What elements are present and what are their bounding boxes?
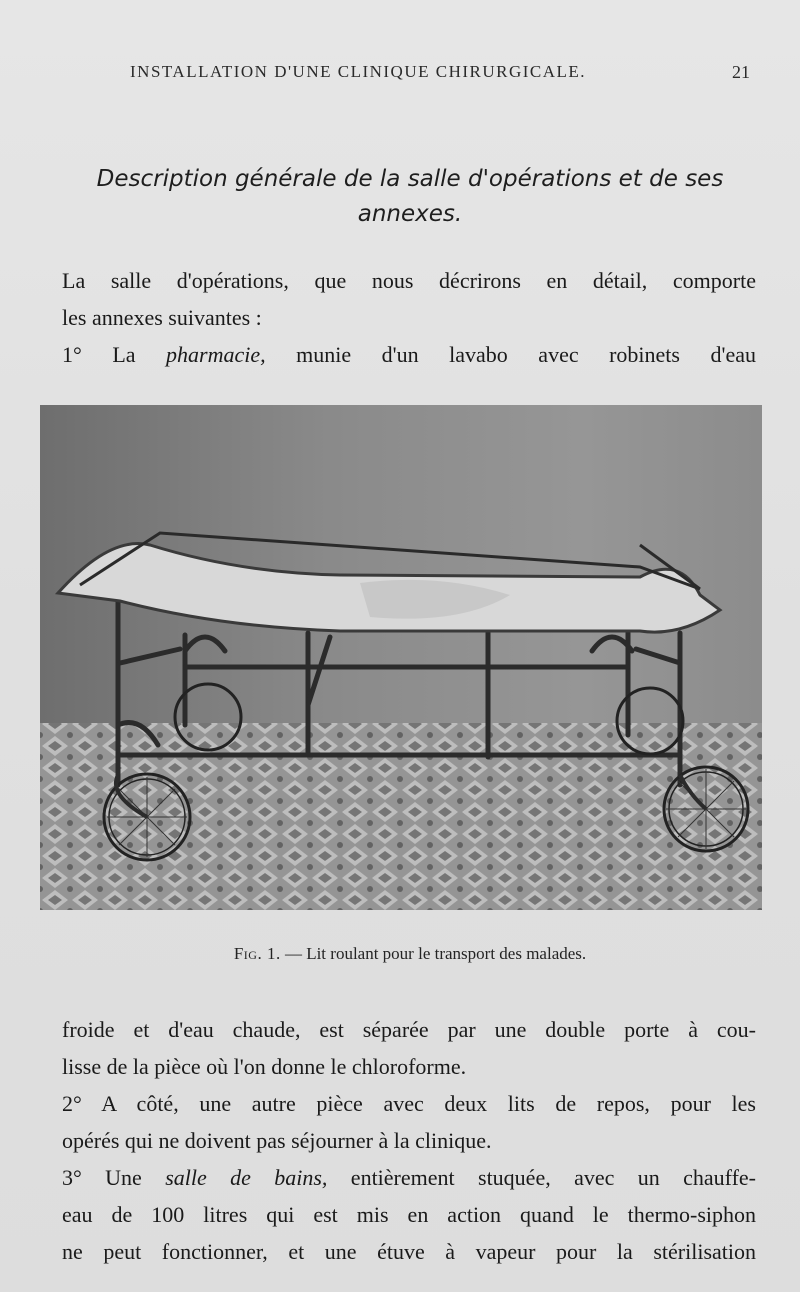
body-line-3: 2° A côté, une autre pièce avec deux lits de repos, pour les [62,1091,756,1116]
body-line-5-rest: entièrement stuquée, avec un chauffe- [327,1165,756,1190]
section-title-line-2: annexes. [357,201,463,227]
body-paragraphs [62,1011,756,1270]
intro-line-1: La salle d'opérations, que nous décrirons en détail, comporte [62,268,756,293]
section-title [60,162,760,232]
body-line-4: opérés qui ne doivent pas séjourner à la clinique. [62,1128,492,1153]
body-line-5 [62,1159,756,1196]
body-line-7: ne peut fonctionner, et une étuve à vapeur pour la stérilisation [62,1239,756,1264]
body-line-1: froide et d'eau chaude, est séparée par une double porte à cou- [62,1017,756,1042]
intro-line-2: les annexes suivantes : [62,305,262,330]
intro-paragraph [62,262,756,373]
body-line-5-prefix: 3° Une [62,1165,166,1190]
figure-caption-text: — Lit roulant pour le transport des malades. [280,944,587,963]
item-1-prefix: 1° La [62,342,167,367]
page-number: 21 [732,62,750,82]
body-line-2: lisse de la pièce où l'on donne le chloroforme. [62,1054,467,1079]
section-title-line-1: Description générale de la salle d'opérations et de ses [96,166,724,192]
item-1-line [62,336,756,373]
rolling-bed-illustration [40,405,762,910]
item-1-rest: munie d'un lavabo avec robinets d'eau [265,342,756,367]
figure-label: Fig. 1. [233,944,281,963]
figure-caption [60,944,760,964]
figure-photo-rolling-bed [40,405,762,910]
body-line-5-italic: salle de bains, [165,1165,328,1190]
body-line-6: eau de 100 litres qui est mis en action quand le thermo-siphon [62,1202,756,1227]
item-1-italic: pharmacie, [166,342,266,367]
running-head: INSTALLATION D'UNE CLINIQUE CHIRURGICALE. [130,62,587,81]
